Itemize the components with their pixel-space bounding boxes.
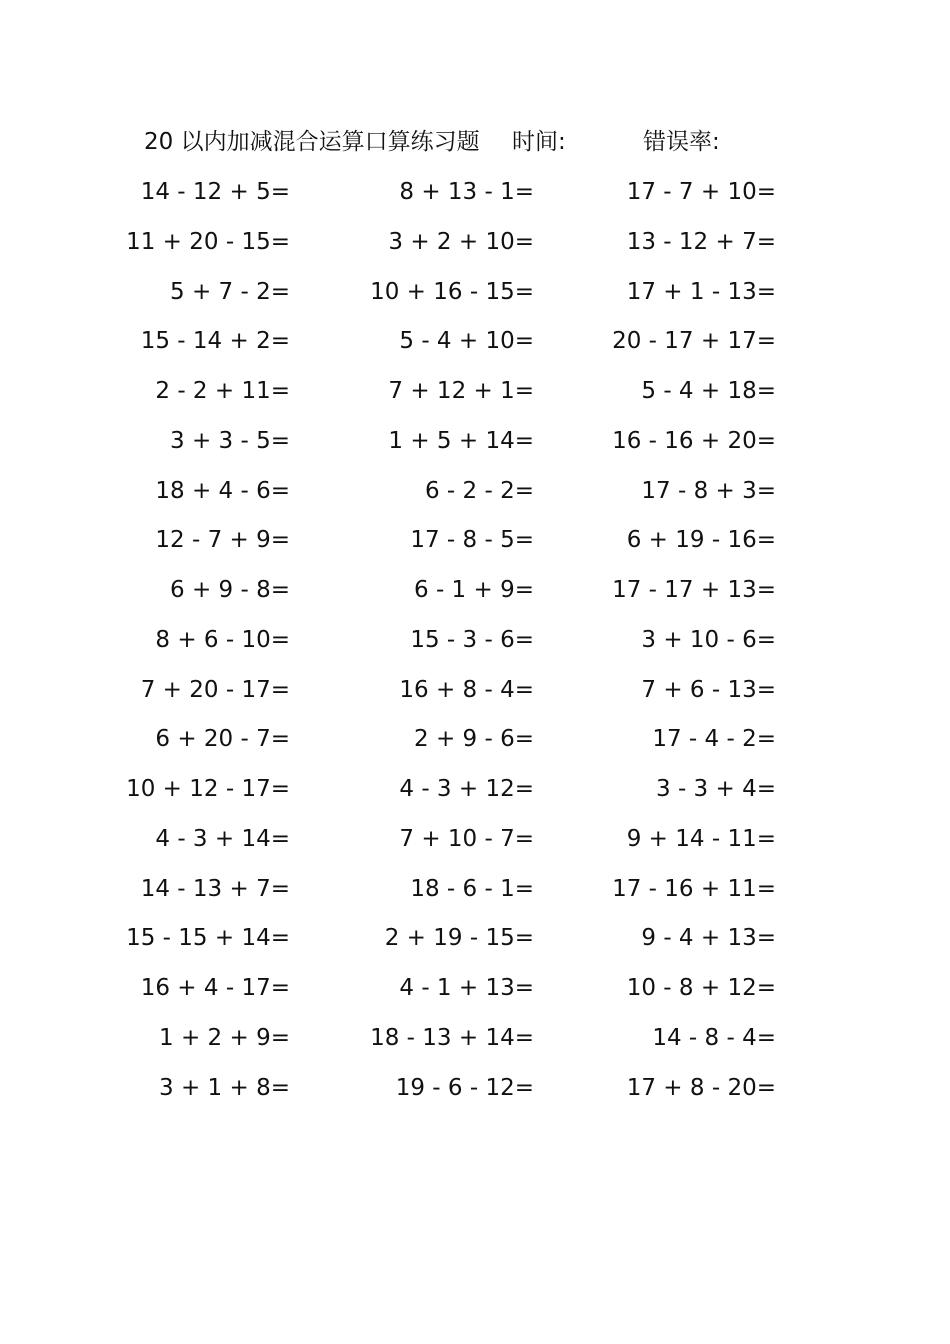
problem-item: 17 - 7 + 10= xyxy=(626,179,776,205)
problem-item: 20 - 17 + 17= xyxy=(612,328,776,355)
problem-row xyxy=(0,1018,950,1068)
problem-item: 1 + 2 + 9= xyxy=(159,1024,290,1051)
problem-item: 6 + 9 - 8= xyxy=(170,577,290,603)
problem-item: 2 + 19 - 15= xyxy=(384,925,534,952)
problem-row xyxy=(0,222,950,272)
problem-item: 6 - 1 + 9= xyxy=(414,577,534,603)
problem-item: 19 - 6 - 12= xyxy=(395,1074,534,1101)
problem-item: 15 - 14 + 2= xyxy=(140,328,290,355)
problem-item: 7 + 12 + 1= xyxy=(388,378,534,404)
problem-row xyxy=(0,819,950,869)
problem-item: 6 + 19 - 16= xyxy=(626,527,776,554)
problem-item: 3 + 2 + 10= xyxy=(388,228,534,255)
problem-item: 14 - 13 + 7= xyxy=(140,875,290,902)
problem-item: 6 + 20 - 7= xyxy=(155,726,290,753)
problem-row xyxy=(0,421,950,471)
problem-item: 3 - 3 + 4= xyxy=(656,776,776,802)
problem-item: 7 + 6 - 13= xyxy=(641,676,776,703)
problem-row xyxy=(0,918,950,968)
problem-item: 15 - 3 - 6= xyxy=(410,626,534,653)
problem-row xyxy=(0,371,950,421)
problem-item: 15 - 15 + 14= xyxy=(126,925,290,952)
problem-item: 17 - 8 + 3= xyxy=(641,477,776,504)
problem-item: 3 + 10 - 6= xyxy=(641,626,776,653)
problem-item: 18 + 4 - 6= xyxy=(155,477,290,504)
problem-row xyxy=(0,1068,950,1118)
problem-row xyxy=(0,968,950,1018)
problem-item: 4 - 1 + 13= xyxy=(399,975,534,1001)
problem-item: 8 + 6 - 10= xyxy=(155,626,290,653)
problem-row xyxy=(0,321,950,371)
problem-item: 2 + 9 - 6= xyxy=(414,726,534,753)
problem-item: 10 - 8 + 12= xyxy=(626,975,776,1001)
problem-item: 6 - 2 - 2= xyxy=(424,477,534,504)
worksheet-title: 20 以内加减混合运算口算练习题 xyxy=(144,129,480,155)
problem-item: 3 + 3 - 5= xyxy=(170,427,290,454)
problem-item: 14 - 12 + 5= xyxy=(140,179,290,205)
problem-item: 17 + 8 - 20= xyxy=(626,1074,776,1101)
problem-item: 1 + 5 + 14= xyxy=(388,427,534,454)
problem-item: 17 - 4 - 2= xyxy=(652,726,776,753)
time-label: 时间: xyxy=(512,129,566,155)
problem-item: 18 - 13 + 14= xyxy=(370,1024,534,1051)
problem-item: 3 + 1 + 8= xyxy=(159,1074,290,1101)
problem-item: 5 + 7 - 2= xyxy=(170,278,290,305)
problem-item: 17 + 1 - 13= xyxy=(626,278,776,305)
problem-item: 12 - 7 + 9= xyxy=(155,527,290,554)
problem-item: 9 - 4 + 13= xyxy=(641,925,776,952)
problem-item: 11 + 20 - 15= xyxy=(126,228,290,255)
problem-row xyxy=(0,570,950,620)
problem-grid xyxy=(0,172,950,1117)
worksheet-header xyxy=(144,124,824,160)
problem-item: 7 + 20 - 17= xyxy=(140,676,290,703)
problem-item: 16 + 4 - 17= xyxy=(140,975,290,1001)
problem-item: 17 - 8 - 5= xyxy=(410,527,534,554)
problem-item: 8 + 13 - 1= xyxy=(399,179,534,205)
problem-row xyxy=(0,172,950,222)
error-rate-label: 错误率: xyxy=(643,129,720,155)
problem-item: 5 - 4 + 18= xyxy=(641,378,776,404)
problem-item: 16 + 8 - 4= xyxy=(399,676,534,703)
problem-item: 13 - 12 + 7= xyxy=(626,228,776,255)
problem-row xyxy=(0,670,950,720)
problem-item: 9 + 14 - 11= xyxy=(626,825,776,852)
problem-item: 18 - 6 - 1= xyxy=(410,875,534,902)
problem-row xyxy=(0,520,950,570)
problem-row xyxy=(0,471,950,521)
problem-item: 4 - 3 + 14= xyxy=(155,825,290,852)
problem-item: 4 - 3 + 12= xyxy=(399,776,534,802)
problem-item: 17 - 17 + 13= xyxy=(612,577,776,603)
problem-row xyxy=(0,272,950,322)
problem-item: 14 - 8 - 4= xyxy=(652,1024,776,1051)
problem-item: 10 + 16 - 15= xyxy=(370,278,534,305)
problem-item: 10 + 12 - 17= xyxy=(126,776,290,802)
problem-item: 17 - 16 + 11= xyxy=(612,875,776,902)
problem-item: 16 - 16 + 20= xyxy=(612,427,776,454)
problem-row xyxy=(0,769,950,819)
problem-row xyxy=(0,620,950,670)
problem-item: 5 - 4 + 10= xyxy=(399,328,534,355)
problem-item: 7 + 10 - 7= xyxy=(399,825,534,852)
problem-row xyxy=(0,719,950,769)
problem-item: 2 - 2 + 11= xyxy=(155,378,290,404)
problem-row xyxy=(0,869,950,919)
